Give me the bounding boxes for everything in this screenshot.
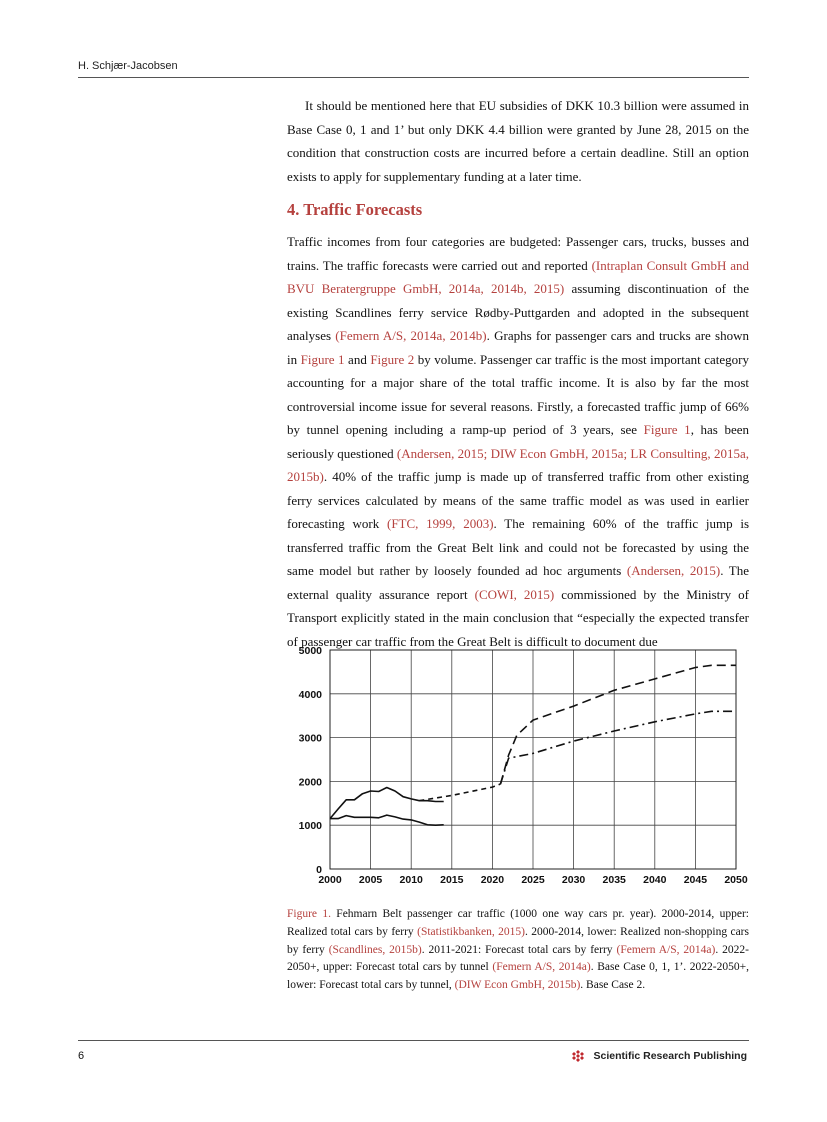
traffic-line-chart — [288, 638, 748, 886]
x-tick-label: 2010 — [399, 874, 423, 886]
x-tick-label: 2005 — [358, 874, 383, 886]
citation-link[interactable]: (Intraplan Consult GmbH and BVU Beratergruppe GmbH, 2014a, 2014b, 2015) — [287, 257, 749, 296]
x-tick-label: 2045 — [683, 874, 708, 886]
x-tick-label: 2040 — [643, 874, 667, 886]
series-line-5 — [501, 711, 737, 784]
series-line-3 — [419, 784, 500, 801]
x-tick-label: 2025 — [521, 874, 545, 886]
running-header-author: H. Schjær-Jacobsen — [78, 60, 178, 72]
section-heading: 4. Traffic Forecasts — [287, 200, 423, 219]
citation-link[interactable]: (Femern A/S, 2014a) — [616, 943, 716, 956]
caption-label: Figure 1. — [287, 908, 331, 920]
citation-link[interactable]: (COWI, 2015) — [474, 586, 555, 602]
series-line-4 — [501, 665, 737, 784]
citation-link[interactable]: (Femern A/S, 2014a, 2014b) — [335, 328, 487, 343]
paragraph-traffic-forecasts: Traffic incomes from four categories are budgeted: Passenger cars, trucks, busses and trains. The traffic forecasts were carried out and reported (Intraplan Consult GmbH and BVU Beratergruppe GmbH, 2014a, 2014b, 2015) assuming discontinuation of the existing Scandlines ferry service Rødby-Puttgarden and adopted in the subsequent analyses (Femern A/S, 2014a, 2014b). Graphs for passenger cars and trucks are shown in Figure 1 and Figure 2 by volume. Passenger car traffic is the most important category accounting for a major share of the total traffic income. It is also by far the most controversial income issue for several reasons. Firstly, a forecasted traffic jump of 66% by tunnel opening including a ramp-up period of 3 years, see Figure 1, has been seriously questioned (Andersen, 2015; DIW Econ GmbH, 2015a; LR Consulting, 2015a, 2015b). 40% of the traffic jump is made up of transferred traffic from other existing ferry services calculated by means of the same traffic model as was used in earlier forecasting work (FTC, 1999, 2003). The remaining 60% of the traffic jump is transferred traffic from the Great Belt link and could not be forecasted by using the same model but rather by loosely founded ad hoc arguments (Andersen, 2015). The external quality assurance report (COWI, 2015) commissioned by the Ministry of Transport explicitly stated in the main conclusion that “especially the expected transfer of passenger car traffic from the Great Belt is difficult to document due — [287, 234, 750, 649]
y-tick-label: 4000 — [298, 688, 322, 701]
y-tick-label: 3000 — [298, 732, 322, 745]
y-tick-label: 2000 — [298, 776, 322, 789]
publisher-logo — [570, 1049, 747, 1063]
figure-1-link[interactable]: Figure 1 — [643, 422, 691, 437]
series-line-2 — [330, 815, 444, 825]
citation-link[interactable]: (Andersen, 2015; DIW Econ GmbH, 2015a; LR Consulting, 2015a, 2015b) — [287, 445, 749, 484]
body-text — [287, 94, 749, 653]
header-rule — [78, 77, 749, 78]
x-tick-label: 2000 — [318, 874, 342, 886]
citation-link[interactable]: (Statistikbanken, 2015) — [417, 925, 525, 938]
x-tick-label: 2035 — [602, 874, 626, 886]
publisher-name: Scientific Research Publishing — [593, 1050, 747, 1062]
citation-link[interactable]: (DIW Econ GmbH, 2015b) — [454, 979, 581, 992]
x-tick-label: 2015 — [440, 874, 464, 886]
page-number: 6 — [78, 1050, 85, 1062]
citation-link[interactable]: (Femern A/S, 2014a) — [492, 961, 591, 974]
citation-link[interactable]: (Andersen, 2015) — [626, 563, 721, 578]
figure-1-link[interactable]: Figure 1 — [300, 351, 345, 367]
citation-link[interactable]: (FTC, 1999, 2003) — [387, 516, 494, 531]
x-tick-label: 2020 — [480, 874, 505, 886]
x-tick-label: 2030 — [561, 874, 586, 886]
figure-2-link[interactable]: Figure 2 — [370, 351, 415, 367]
y-tick-label: 5000 — [298, 645, 322, 657]
figure-1-chart — [288, 638, 748, 886]
y-tick-label: 0 — [316, 864, 322, 876]
x-tick-label: 2050 — [724, 874, 748, 886]
publisher-diamonds-icon — [570, 1049, 588, 1063]
footer-rule — [78, 1040, 749, 1041]
y-tick-label: 1000 — [298, 820, 322, 833]
paragraph-eu-subsidies: It should be mentioned here that EU subsidies of DKK 10.3 billion were assumed in Base Case 0, 1 and 1’ but only DKK 4.4 billion were granted by June 28, 2015 on the condition that construction costs are incurred before a certain deadline. Still an option exists to apply for supplementary funding at a later time. — [287, 98, 749, 184]
figure-1-caption: Figure 1. Fehmarn Belt passenger car traffic (1000 one way cars pr. year). 2000-2014, upper: Realized total cars by ferry (Statistikbanken, 2015). 2000-2014, lower: Realized non-shopping cars by ferry (Scandlines, 2015b). 2011-2021: Forecast total cars by ferry (Femern A/S, 2014a). 2022-2050+, upper: Forecast total cars by tunnel (Femern A/S, 2014a). Base Case 0, 1, 1’. 2022-2050+, lower: Forecast total cars by tunnel, (DIW Econ GmbH, 2015b). Base Case 2. — [287, 908, 750, 992]
citation-link[interactable]: (Scandlines, 2015b) — [328, 943, 422, 956]
series-line-1 — [330, 788, 444, 819]
